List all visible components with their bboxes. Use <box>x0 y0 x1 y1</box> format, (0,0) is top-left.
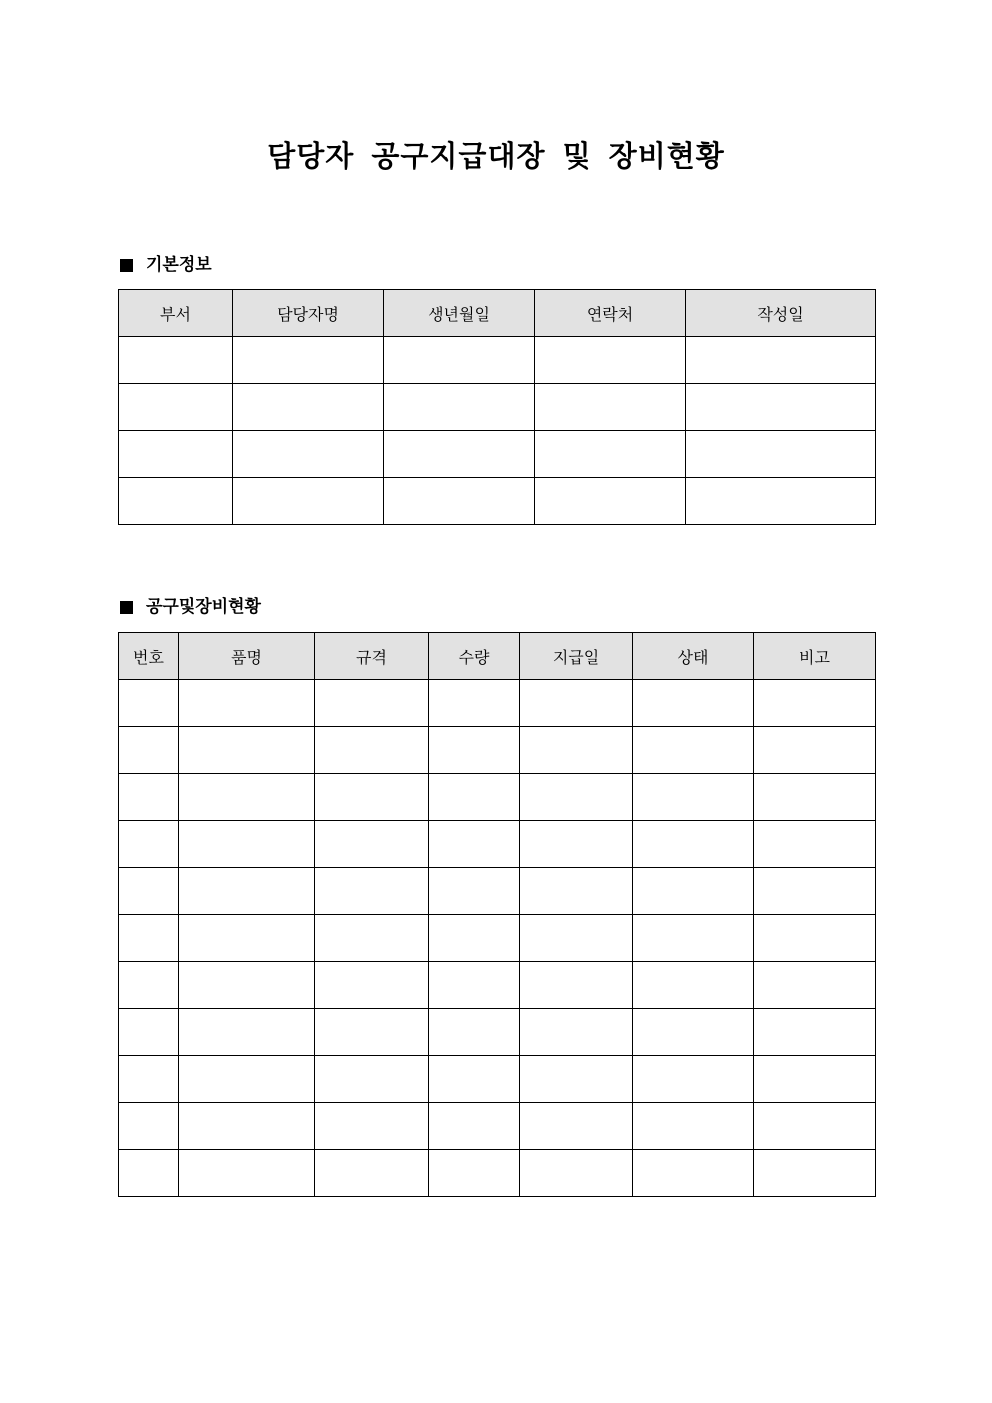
table-cell[interactable] <box>119 821 179 868</box>
table-cell[interactable] <box>119 384 233 431</box>
table-cell[interactable] <box>233 384 384 431</box>
table-cell[interactable] <box>754 1056 876 1103</box>
table-row <box>119 384 876 431</box>
table-cell[interactable] <box>315 727 429 774</box>
table-row <box>119 478 876 525</box>
table-cell[interactable] <box>315 868 429 915</box>
table-cell[interactable] <box>535 431 686 478</box>
table-cell[interactable] <box>520 962 633 1009</box>
section-heading-label: 기본정보 <box>146 255 212 275</box>
basic-info-table <box>118 289 876 525</box>
column-header-quantity: 수량 <box>429 633 520 680</box>
table-cell[interactable] <box>233 337 384 384</box>
table-cell[interactable] <box>179 821 315 868</box>
table-cell[interactable] <box>384 384 535 431</box>
table-cell[interactable] <box>520 1150 633 1197</box>
table-cell[interactable] <box>179 1150 315 1197</box>
table-cell[interactable] <box>119 1103 179 1150</box>
table-cell[interactable] <box>429 1056 520 1103</box>
table-cell[interactable] <box>119 1150 179 1197</box>
table-cell[interactable] <box>686 431 876 478</box>
column-header-condition: 상태 <box>633 633 754 680</box>
table-cell[interactable] <box>520 1103 633 1150</box>
column-header-number: 번호 <box>119 633 179 680</box>
table-cell[interactable] <box>429 868 520 915</box>
table-cell[interactable] <box>633 1103 754 1150</box>
table-cell[interactable] <box>119 478 233 525</box>
table-cell[interactable] <box>754 774 876 821</box>
table-row <box>119 337 876 384</box>
table-cell[interactable] <box>633 821 754 868</box>
table-cell[interactable] <box>315 821 429 868</box>
table-cell[interactable] <box>119 680 179 727</box>
table-cell[interactable] <box>429 727 520 774</box>
table-cell[interactable] <box>179 915 315 962</box>
table-cell[interactable] <box>233 431 384 478</box>
black-square-icon <box>120 601 133 614</box>
table-cell[interactable] <box>535 337 686 384</box>
table-cell[interactable] <box>233 478 384 525</box>
table-cell[interactable] <box>633 680 754 727</box>
table-row <box>119 727 876 774</box>
table-cell[interactable] <box>520 727 633 774</box>
table-cell[interactable] <box>520 774 633 821</box>
table-cell[interactable] <box>754 1150 876 1197</box>
table-cell[interactable] <box>754 680 876 727</box>
table-cell[interactable] <box>754 915 876 962</box>
table-header-row <box>119 633 876 680</box>
table-cell[interactable] <box>429 915 520 962</box>
table-cell[interactable] <box>520 868 633 915</box>
table-cell[interactable] <box>686 478 876 525</box>
table-cell[interactable] <box>179 774 315 821</box>
column-header-manager-name: 담당자명 <box>233 290 384 337</box>
table-cell[interactable] <box>520 1056 633 1103</box>
table-row <box>119 680 876 727</box>
column-header-written-date: 작성일 <box>686 290 876 337</box>
section-heading-basic-info <box>120 254 212 276</box>
table-cell[interactable] <box>633 915 754 962</box>
table-cell[interactable] <box>633 1056 754 1103</box>
table-cell[interactable] <box>535 384 686 431</box>
table-cell[interactable] <box>315 1009 429 1056</box>
column-header-issue-date: 지급일 <box>520 633 633 680</box>
table-cell[interactable] <box>520 915 633 962</box>
table-cell[interactable] <box>315 962 429 1009</box>
table-row <box>119 868 876 915</box>
table-cell[interactable] <box>633 962 754 1009</box>
column-header-remarks: 비고 <box>754 633 876 680</box>
table-row <box>119 1103 876 1150</box>
table-cell[interactable] <box>429 1103 520 1150</box>
table-row <box>119 774 876 821</box>
table-cell[interactable] <box>520 821 633 868</box>
section-heading-label: 공구및장비현황 <box>146 597 261 617</box>
table-cell[interactable] <box>315 915 429 962</box>
table-cell[interactable] <box>754 962 876 1009</box>
table-cell[interactable] <box>633 1150 754 1197</box>
table-cell[interactable] <box>633 868 754 915</box>
table-cell[interactable] <box>315 680 429 727</box>
table-cell[interactable] <box>119 337 233 384</box>
table-cell[interactable] <box>429 821 520 868</box>
table-row <box>119 821 876 868</box>
column-header-department: 부서 <box>119 290 233 337</box>
table-cell[interactable] <box>119 431 233 478</box>
table-cell[interactable] <box>535 478 686 525</box>
table-cell[interactable] <box>179 1009 315 1056</box>
table-cell[interactable] <box>633 774 754 821</box>
table-cell[interactable] <box>429 1009 520 1056</box>
table-cell[interactable] <box>384 431 535 478</box>
table-cell[interactable] <box>315 1103 429 1150</box>
table-cell[interactable] <box>315 1150 429 1197</box>
table-cell[interactable] <box>429 680 520 727</box>
table-cell[interactable] <box>179 868 315 915</box>
table-cell[interactable] <box>754 1103 876 1150</box>
table-cell[interactable] <box>179 1103 315 1150</box>
table-cell[interactable] <box>384 478 535 525</box>
column-header-contact: 연락처 <box>535 290 686 337</box>
table-cell[interactable] <box>754 1009 876 1056</box>
table-cell[interactable] <box>429 962 520 1009</box>
table-row <box>119 915 876 962</box>
table-row <box>119 1009 876 1056</box>
table-cell[interactable] <box>179 680 315 727</box>
page-title: 담당자 공구지급대장 및 장비현황 <box>267 139 725 173</box>
table-row <box>119 1056 876 1103</box>
section-heading-equipment-status <box>120 596 261 618</box>
table-cell[interactable] <box>179 727 315 774</box>
table-cell[interactable] <box>119 1009 179 1056</box>
table-cell[interactable] <box>520 1009 633 1056</box>
table-cell[interactable] <box>315 1056 429 1103</box>
table-cell[interactable] <box>119 774 179 821</box>
black-square-icon <box>120 259 133 272</box>
table-cell[interactable] <box>119 727 179 774</box>
table-cell[interactable] <box>520 680 633 727</box>
table-cell[interactable] <box>119 915 179 962</box>
table-cell[interactable] <box>315 774 429 821</box>
table-cell[interactable] <box>633 727 754 774</box>
equipment-table <box>118 632 876 1197</box>
table-cell[interactable] <box>429 1150 520 1197</box>
table-cell[interactable] <box>384 337 535 384</box>
table-cell[interactable] <box>754 868 876 915</box>
column-header-birth-date: 생년월일 <box>384 290 535 337</box>
table-cell[interactable] <box>754 727 876 774</box>
table-row <box>119 962 876 1009</box>
table-cell[interactable] <box>686 384 876 431</box>
table-cell[interactable] <box>179 1056 315 1103</box>
table-header-row <box>119 290 876 337</box>
column-header-item-name: 품명 <box>179 633 315 680</box>
column-header-specification: 규격 <box>315 633 429 680</box>
table-cell[interactable] <box>119 868 179 915</box>
table-row <box>119 1150 876 1197</box>
table-cell[interactable] <box>686 337 876 384</box>
table-cell[interactable] <box>119 962 179 1009</box>
table-cell[interactable] <box>179 962 315 1009</box>
table-cell[interactable] <box>633 1009 754 1056</box>
table-cell[interactable] <box>119 1056 179 1103</box>
table-cell[interactable] <box>754 821 876 868</box>
table-cell[interactable] <box>429 774 520 821</box>
table-row <box>119 431 876 478</box>
